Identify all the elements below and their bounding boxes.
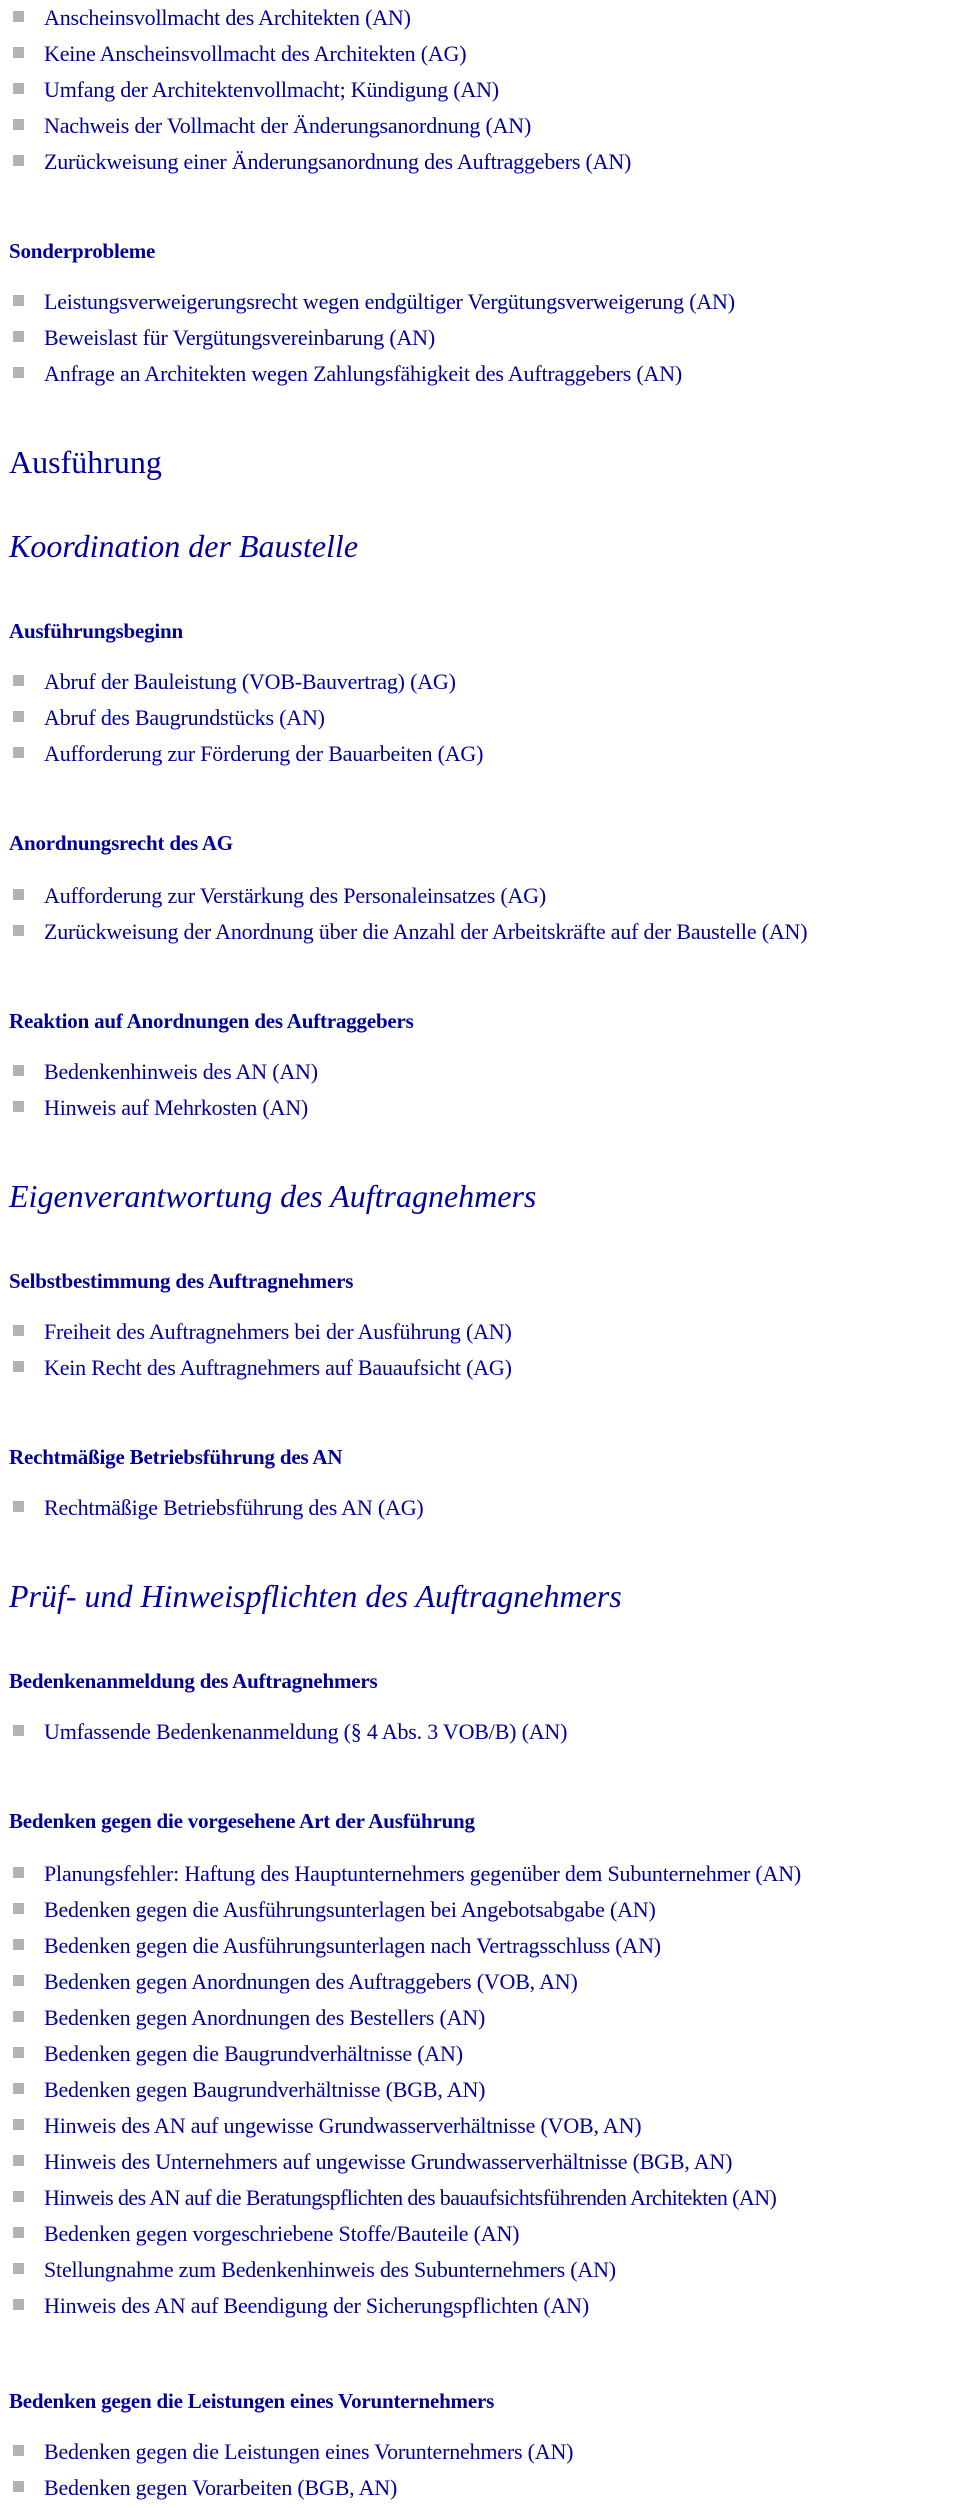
link-label[interactable]: Bedenken gegen die Ausführungsunterlagen nach Vertragsschluss (AN) <box>44 1933 661 1958</box>
square-bullet-icon <box>13 1065 24 1076</box>
link-label[interactable]: Umfassende Bedenkenanmeldung (§ 4 Abs. 3 VOB/B) (AN) <box>44 1719 568 1744</box>
square-bullet-icon <box>13 889 24 900</box>
section-heading: Sonderprobleme <box>9 239 156 263</box>
link-label[interactable]: Hinweis des Unternehmers auf ungewisse Grundwasserverhältnisse (BGB, AN) <box>44 2149 733 2174</box>
square-bullet-icon <box>13 119 24 130</box>
square-bullet-icon <box>13 1975 24 1986</box>
chapter-heading: Ausführung <box>9 444 162 480</box>
link-label[interactable]: Anfrage an Architekten wegen Zahlungsfähigkeit des Auftraggebers (AN) <box>44 361 683 386</box>
subchapter-heading: Eigenverantwortung des Auftragnehmers <box>9 1178 537 1214</box>
link-label[interactable]: Keine Anscheinsvollmacht des Architekten (AG) <box>44 41 467 66</box>
square-bullet-icon <box>13 1501 24 1512</box>
section-heading: Bedenken gegen die Leistungen eines Vorunternehmers <box>9 2389 495 2413</box>
link-label[interactable]: Bedenken gegen Anordnungen des Auftraggebers (VOB, AN) <box>44 1969 578 1994</box>
link-label[interactable]: Anscheinsvollmacht des Architekten (AN) <box>44 5 411 30</box>
link-label[interactable]: Bedenken gegen Anordnungen des Bestellers (AN) <box>44 2005 486 2030</box>
link-label[interactable]: Umfang der Architektenvollmacht; Kündigung (AN) <box>44 77 499 102</box>
link-label[interactable]: Hinweis auf Mehrkosten (AN) <box>44 1095 309 1120</box>
link-label[interactable]: Bedenkenhinweis des AN (AN) <box>44 1059 318 1084</box>
square-bullet-icon <box>13 47 24 58</box>
link-label[interactable]: Stellungnahme zum Bedenkenhinweis des Subunternehmers (AN) <box>44 2257 616 2282</box>
section-heading: Anordnungsrecht des AG <box>9 831 233 855</box>
section-heading: Selbstbestimmung des Auftragnehmers <box>9 1269 354 1293</box>
square-bullet-icon <box>13 1939 24 1950</box>
link-label[interactable]: Kein Recht des Auftragnehmers auf Bauaufsicht (AG) <box>44 1355 512 1380</box>
square-bullet-icon <box>13 367 24 378</box>
square-bullet-icon <box>13 2227 24 2238</box>
link-label[interactable]: Bedenken gegen Vorarbeiten (BGB, AN) <box>44 2475 398 2500</box>
square-bullet-icon <box>13 675 24 686</box>
link-label[interactable]: Beweislast für Vergütungsvereinbarung (AN) <box>44 325 435 350</box>
link-label[interactable]: Bedenken gegen die Ausführungsunterlagen bei Angebotsabgabe (AN) <box>44 1897 656 1922</box>
link-label[interactable]: Rechtmäßige Betriebsführung des AN (AG) <box>44 1495 424 1520</box>
square-bullet-icon <box>13 1101 24 1112</box>
link-label[interactable]: Planungsfehler: Haftung des Hauptunternehmers gegenüber dem Subunternehmer (AN) <box>44 1861 802 1886</box>
link-label[interactable]: Bedenken gegen Baugrundverhältnisse (BGB, AN) <box>44 2077 486 2102</box>
section-heading: Bedenkenanmeldung des Auftragnehmers <box>9 1669 378 1693</box>
square-bullet-icon <box>13 2047 24 2058</box>
section-heading: Rechtmäßige Betriebsführung des AN <box>9 1445 343 1469</box>
link-label[interactable]: Nachweis der Vollmacht der Änderungsanordnung (AN) <box>44 113 532 138</box>
link-label[interactable]: Zurückweisung der Anordnung über die Anzahl der Arbeitskräfte auf der Baustelle (AN) <box>44 919 808 944</box>
square-bullet-icon <box>13 1361 24 1372</box>
square-bullet-icon <box>13 2481 24 2492</box>
square-bullet-icon <box>13 83 24 94</box>
link-label[interactable]: Bedenken gegen die Leistungen eines Vorunternehmers (AN) <box>44 2439 574 2464</box>
section-heading: Ausführungsbeginn <box>9 619 184 643</box>
link-label[interactable]: Hinweis des AN auf Beendigung der Sicherungspflichten (AN) <box>44 2293 589 2318</box>
subchapter-heading: Koordination der Baustelle <box>9 528 359 564</box>
square-bullet-icon <box>13 1725 24 1736</box>
square-bullet-icon <box>13 2083 24 2094</box>
square-bullet-icon <box>13 2011 24 2022</box>
square-bullet-icon <box>13 2445 24 2456</box>
square-bullet-icon <box>13 747 24 758</box>
link-label[interactable]: Bedenken gegen die Baugrundverhältnisse (AN) <box>44 2041 463 2066</box>
link-label[interactable]: Abruf der Bauleistung (VOB-Bauvertrag) (AG) <box>44 669 456 694</box>
link-label[interactable]: Zurückweisung einer Änderungsanordnung des Auftraggebers (AN) <box>44 149 632 174</box>
link-label[interactable]: Aufforderung zur Förderung der Bauarbeiten (AG) <box>44 741 484 766</box>
link-label[interactable]: Leistungsverweigerungsrecht wegen endgültiger Vergütungsverweigerung (AN) <box>44 289 735 314</box>
link-label[interactable]: Freiheit des Auftragnehmers bei der Ausführung (AN) <box>44 1319 512 1344</box>
link-label[interactable]: Bedenken gegen vorgeschriebene Stoffe/Bauteile (AN) <box>44 2221 520 2246</box>
subchapter-heading: Prüf- und Hinweispflichten des Auftragnehmers <box>9 1578 622 1614</box>
link-label[interactable]: Abruf des Baugrundstücks (AN) <box>44 705 325 730</box>
square-bullet-icon <box>13 331 24 342</box>
square-bullet-icon <box>13 711 24 722</box>
section-heading: Reaktion auf Anordnungen des Auftraggebers <box>9 1009 414 1033</box>
square-bullet-icon <box>13 1325 24 1336</box>
square-bullet-icon <box>13 295 24 306</box>
link-label[interactable]: Hinweis des AN auf die Beratungspflichten des bauaufsichtsführenden Architekten (AN) <box>44 2185 777 2210</box>
link-label[interactable]: Hinweis des AN auf ungewisse Grundwasserverhältnisse (VOB, AN) <box>44 2113 642 2138</box>
square-bullet-icon <box>13 1903 24 1914</box>
square-bullet-icon <box>13 2191 24 2202</box>
square-bullet-icon <box>13 925 24 936</box>
square-bullet-icon <box>13 11 24 22</box>
square-bullet-icon <box>13 155 24 166</box>
square-bullet-icon <box>13 2299 24 2310</box>
square-bullet-icon <box>13 2263 24 2274</box>
square-bullet-icon <box>13 1867 24 1878</box>
link-label[interactable]: Aufforderung zur Verstärkung des Personaleinsatzes (AG) <box>44 883 546 908</box>
section-heading: Bedenken gegen die vorgesehene Art der Ausführung <box>9 1809 475 1833</box>
square-bullet-icon <box>13 2155 24 2166</box>
square-bullet-icon <box>13 2119 24 2130</box>
